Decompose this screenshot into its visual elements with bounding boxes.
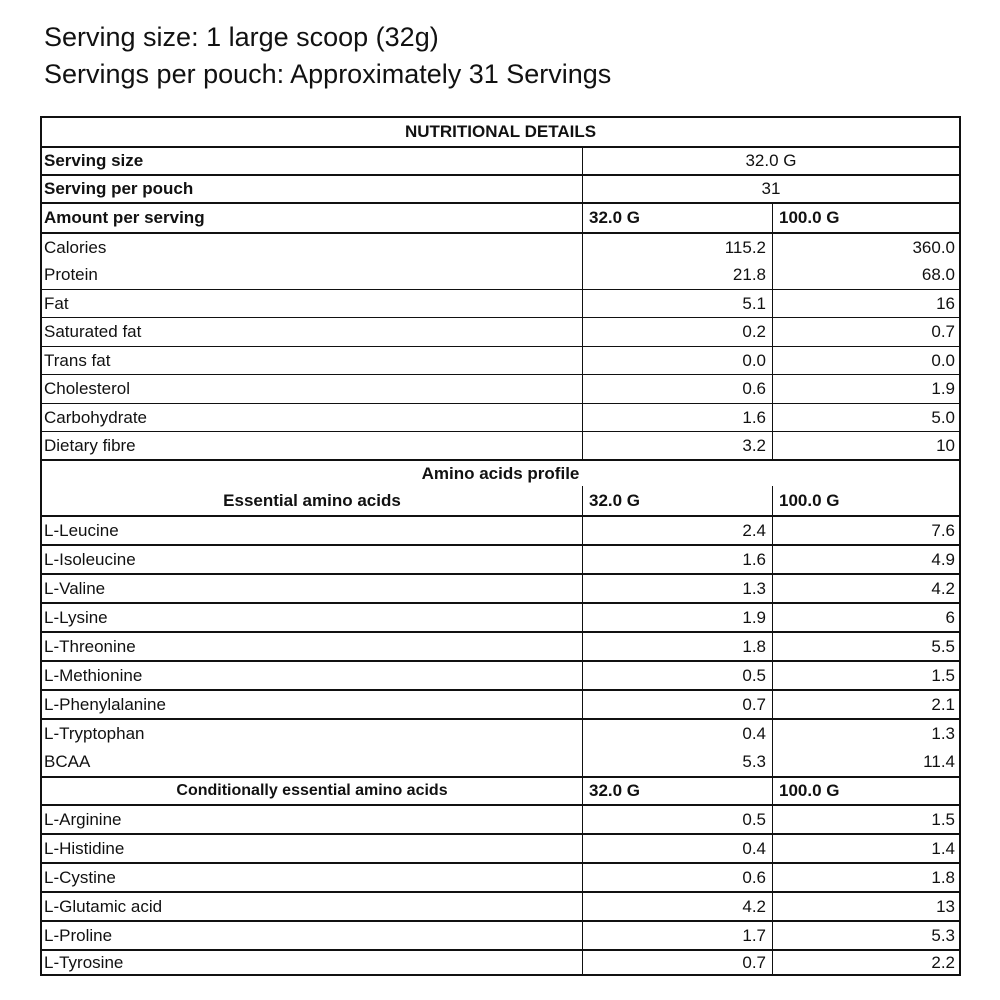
table-row bbox=[42, 289, 959, 317]
nutrient-value-per-100g: 5.0 bbox=[772, 404, 959, 431]
serving-size-line: Serving size: 1 large scoop (32g) bbox=[44, 22, 439, 52]
amino-value-per-serving: 1.6 bbox=[582, 546, 772, 573]
nutrient-name: Dietary fibre bbox=[44, 435, 136, 455]
amino-name: L-Cystine bbox=[44, 867, 116, 887]
table-row bbox=[42, 891, 959, 920]
table-row bbox=[42, 317, 959, 346]
nutrient-name: Protein bbox=[44, 265, 98, 284]
table-row bbox=[42, 920, 959, 949]
nutrient-value-per-serving: 5.1 bbox=[582, 290, 772, 317]
amino-value-per-serving: 0.7 bbox=[582, 951, 772, 974]
nutrient-name: Carbohydrate bbox=[44, 407, 148, 427]
amount-header-label: Amount per serving bbox=[44, 208, 205, 227]
table-row bbox=[42, 689, 959, 718]
table-row bbox=[42, 631, 959, 660]
table-row bbox=[42, 862, 959, 891]
amino-name: BCAA bbox=[44, 751, 91, 771]
amino-name: L-Lysine bbox=[44, 607, 108, 627]
amino-name: L-Valine bbox=[44, 578, 106, 598]
table-row bbox=[42, 949, 959, 974]
amount-header-row bbox=[42, 202, 959, 232]
serving-per-pouch-value: 31 bbox=[582, 176, 959, 202]
amino-name: L-Phenylalanine bbox=[44, 694, 166, 714]
amino-value-per-serving: 5.3 bbox=[582, 747, 772, 776]
nutrient-value-per-serving: 21.8 bbox=[582, 261, 772, 289]
table-title: NUTRITIONAL DETAILS bbox=[404, 122, 597, 141]
amino-value-per-serving: 2.4 bbox=[582, 517, 772, 544]
amino-value-per-serving: 0.5 bbox=[582, 806, 772, 833]
amino-value-per-serving: 0.7 bbox=[582, 691, 772, 718]
conditional-header-label: Conditionally essential amino acids bbox=[176, 782, 448, 799]
amino-value-per-100g: 1.5 bbox=[772, 662, 959, 689]
amino-value-per-100g: 1.3 bbox=[772, 720, 959, 747]
table-row bbox=[42, 346, 959, 374]
amino-value-per-serving: 0.5 bbox=[582, 662, 772, 689]
amino-value-per-serving: 4.2 bbox=[582, 893, 772, 920]
table-row bbox=[42, 602, 959, 631]
amino-value-per-serving: 0.6 bbox=[582, 864, 772, 891]
nutrient-value-per-serving: 0.0 bbox=[582, 347, 772, 374]
essential-header-col2: 100.0 G bbox=[772, 486, 959, 515]
amino-value-per-100g: 5.5 bbox=[772, 633, 959, 660]
nutrient-value-per-100g: 16 bbox=[772, 290, 959, 317]
amino-name: L-Arginine bbox=[44, 809, 122, 829]
table-row bbox=[42, 718, 959, 747]
amino-value-per-100g: 4.2 bbox=[772, 575, 959, 602]
amino-title-row bbox=[42, 459, 959, 486]
amino-value-per-100g: 2.1 bbox=[772, 691, 959, 718]
servings-per-pouch-line: Servings per pouch: Approximately 31 Servings bbox=[44, 59, 612, 89]
table-row bbox=[42, 261, 959, 289]
nutrient-name: Saturated fat bbox=[44, 322, 142, 341]
table-title-row bbox=[42, 118, 959, 146]
table-row bbox=[42, 403, 959, 431]
nutrient-name: Calories bbox=[44, 237, 107, 257]
serving-per-pouch-label: Serving per pouch bbox=[44, 179, 194, 198]
amino-value-per-100g: 2.2 bbox=[772, 951, 959, 974]
nutrient-value-per-serving: 0.6 bbox=[582, 375, 772, 403]
table-row bbox=[42, 573, 959, 602]
nutrient-value-per-serving: 1.6 bbox=[582, 404, 772, 431]
amino-value-per-100g: 7.6 bbox=[772, 517, 959, 544]
amino-name: L-Tyrosine bbox=[44, 952, 124, 972]
table-row bbox=[42, 804, 959, 833]
amino-name: L-Histidine bbox=[44, 838, 125, 858]
nutrient-value-per-serving: 3.2 bbox=[582, 432, 772, 459]
amount-header-col1: 32.0 G bbox=[582, 204, 772, 232]
amino-name: L-Proline bbox=[44, 925, 113, 945]
table-row bbox=[42, 544, 959, 573]
serving-size-row bbox=[42, 146, 959, 174]
nutrient-value-per-100g: 0.7 bbox=[772, 318, 959, 346]
table-row bbox=[42, 431, 959, 459]
amino-value-per-100g: 4.9 bbox=[772, 546, 959, 573]
nutrient-value-per-serving: 0.2 bbox=[582, 318, 772, 346]
amino-value-per-serving: 1.3 bbox=[582, 575, 772, 602]
amino-value-per-100g: 11.4 bbox=[772, 747, 959, 776]
amino-value-per-serving: 0.4 bbox=[582, 720, 772, 747]
amino-value-per-100g: 5.3 bbox=[772, 922, 959, 949]
table-row bbox=[42, 747, 959, 776]
amino-title: Amino acids profile bbox=[421, 463, 580, 483]
table-row bbox=[42, 232, 959, 261]
conditional-header-row bbox=[42, 776, 959, 804]
amino-name: L-Leucine bbox=[44, 520, 119, 540]
essential-header-label: Essential amino acids bbox=[223, 490, 401, 510]
serving-per-pouch-row bbox=[42, 174, 959, 202]
amino-value-per-100g: 1.4 bbox=[772, 835, 959, 862]
serving-size-value: 32.0 G bbox=[582, 148, 959, 174]
nutrient-value-per-100g: 360.0 bbox=[772, 234, 959, 261]
amino-value-per-serving: 1.8 bbox=[582, 633, 772, 660]
amino-value-per-100g: 13 bbox=[772, 893, 959, 920]
amino-value-per-100g: 1.5 bbox=[772, 806, 959, 833]
nutrient-value-per-100g: 1.9 bbox=[772, 375, 959, 403]
amino-name: L-Isoleucine bbox=[44, 549, 136, 569]
amino-value-per-100g: 1.8 bbox=[772, 864, 959, 891]
table-row bbox=[42, 833, 959, 862]
amino-name: L-Tryptophan bbox=[44, 723, 145, 743]
conditional-header-col1: 32.0 G bbox=[582, 778, 772, 804]
nutrient-name: Fat bbox=[44, 293, 69, 313]
conditional-header-col2: 100.0 G bbox=[772, 778, 959, 804]
essential-header-row bbox=[42, 486, 959, 515]
nutrient-value-per-serving: 115.2 bbox=[582, 234, 772, 261]
amino-name: L-Methionine bbox=[44, 665, 143, 685]
essential-header-col1: 32.0 G bbox=[582, 486, 772, 515]
table-row bbox=[42, 374, 959, 403]
amino-value-per-serving: 0.4 bbox=[582, 835, 772, 862]
nutrient-name: Trans fat bbox=[44, 350, 111, 370]
table-row bbox=[42, 660, 959, 689]
nutrient-value-per-100g: 68.0 bbox=[772, 261, 959, 289]
nutrient-name: Cholesterol bbox=[44, 379, 130, 398]
amino-value-per-100g: 6 bbox=[772, 604, 959, 631]
amino-value-per-serving: 1.9 bbox=[582, 604, 772, 631]
nutrient-value-per-100g: 0.0 bbox=[772, 347, 959, 374]
amino-name: L-Threonine bbox=[44, 636, 136, 656]
amino-name: L-Glutamic acid bbox=[44, 896, 163, 916]
amount-header-col2: 100.0 G bbox=[772, 204, 959, 232]
serving-size-label: Serving size bbox=[44, 151, 144, 170]
amino-value-per-serving: 1.7 bbox=[582, 922, 772, 949]
table-row bbox=[42, 515, 959, 544]
nutrient-value-per-100g: 10 bbox=[772, 432, 959, 459]
nutrition-table bbox=[40, 116, 961, 976]
